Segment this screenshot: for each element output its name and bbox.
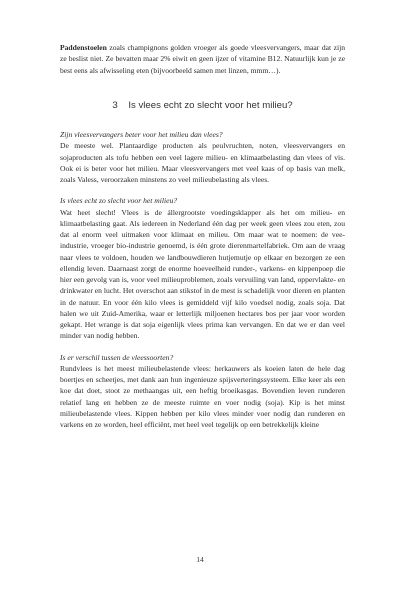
page-number: 14	[196, 555, 204, 564]
answer-paragraph: Wat heet slecht! Vlees is de állergrootste voedingsklapper als het om milieu- en klimaatbelasting gaat. Als iedereen in Nederland één dag per week geen vlees zou eten, zou dat al enorm veel uitmaken voor klimaat en milieu. Om maar wat te noemen: de vee-industrie, vroeger bio-industrie genoemd, is één grote dierenmartelfabriek. Om aan de vraag naar vlees te voldoen, houden we landbouwdieren hutjemutje op elkaar en bezorgen ze een ellendig leven. Daarnaast zorgt de enorme hoeveelheid runder-, varkens- en kippenpoep die hier een gevolg van is, voor veel milieuproblemen, zoals vervuiling van land, oppervlakte- en drinkwater en lucht. Het overschot aan stikstof in de mest is schadelijk voor dieren en planten in de natuur. En voor één kilo vlees is gemiddeld vijf kilo voedsel nodig, zoals soja. Dat halen we uit Zuid-Amerika, waar er letterlijk miljoenen hectares bos per jaar voor worden gekapt. Het wrange is dat soja eigenlijk vlees prima kan vervangen. En dat we er dan veel minder van nodig hebben.	[60, 207, 345, 341]
answer-paragraph: De meeste wel. Plantaardige producten als peulvruchten, noten, vleesvervangers en sojaproducten als tofu hebben een veel lagere milieu- en klimaatbelasting dan vlees of vis. Ook ei is beter voor het milieu. Maar vleesvervangers met veel kaas of op basis van melk, zoals Valess, veroorzaken minstens zo veel milieubelasting als vlees.	[60, 141, 345, 184]
answer-paragraph: Rundvlees is het meest milieubelastende vlees: herkauwers als koeien laten de hele dag boertjes en scheetjes, met dank aan hun ingenieuze spijsverteringssysteem. Elke keer als een koe dat doet, stoot ze methaangas uit, een heftig broeikasgas. Bovendien leven runderen relatief lang en hebben ze de meeste ruimte en voer nodig (soja). Kip is het minst milieubelastende vlees. Kippen hebben per kilo vlees minder voer nodig dan runderen en varkens en ze worden, heel efficiënt, met heel veel tegelijk op een betrekkelijk kleine	[60, 363, 345, 429]
intro-text: zoals champignons golden vroeger als goede vleesvervangers, maar dat zijn ze beslist niet. Ze bevatten maar 2% eiwit en geen ijzer of vitamine B12. Natuurlijk kun je ze best eens als afwisseling eten (bijvoorbeeld samen met linzen, mmm…).	[60, 43, 345, 75]
chapter-heading	[60, 100, 345, 111]
chapter-number: 3	[112, 99, 118, 111]
question-heading: Zijn vleesvervangers beter voor het milieu dan vlees?	[60, 130, 223, 139]
page-content	[60, 42, 345, 430]
question-heading: Is vlees echt zo slecht voor het milieu?	[60, 196, 178, 206]
chapter-title: Is vlees echt zo slecht voor het milieu?	[128, 99, 293, 111]
question-heading: Is er verschil tussen de vleessoorten?	[60, 352, 174, 362]
intro-paragraph	[60, 42, 345, 76]
intro-bold-lead: Paddenstoelen	[60, 43, 107, 52]
